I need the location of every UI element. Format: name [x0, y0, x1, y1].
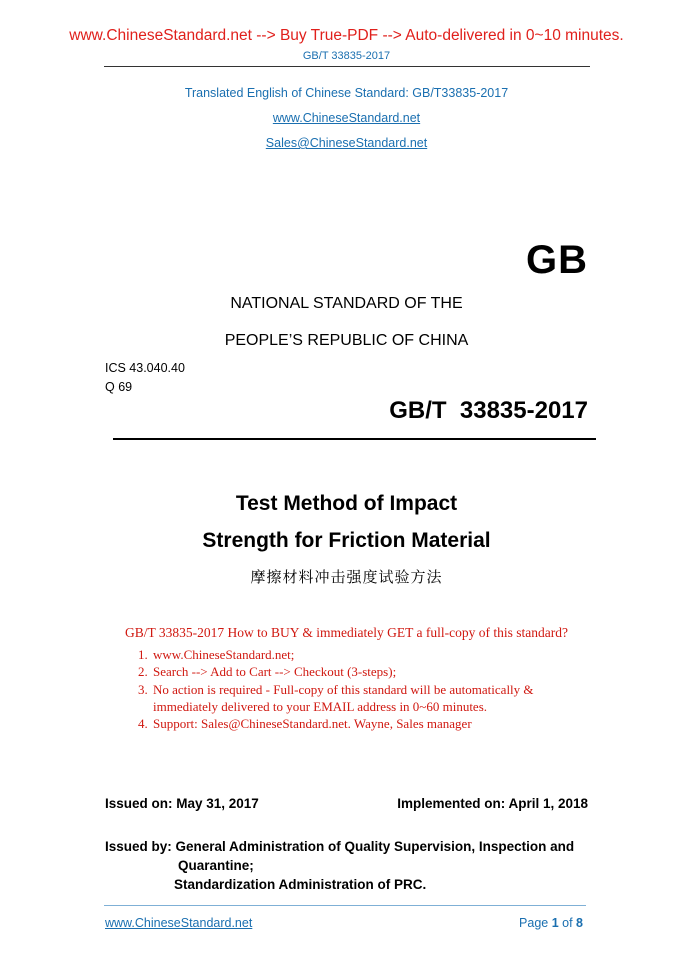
website-link[interactable]: www.ChineseStandard.net	[272, 111, 421, 125]
issued-on-date: Issued on: May 31, 2017	[105, 796, 259, 811]
document-title-chinese: 摩擦材料冲击强度试验方法	[250, 568, 443, 586]
list-item	[138, 715, 573, 732]
list-item-number: 1.	[138, 647, 148, 662]
list-item-number: 3.	[138, 681, 148, 697]
issuer-line-1: Issued by: General Administration of Quality Supervision, Inspection and	[105, 839, 575, 854]
translated-note: Translated English of Chinese Standard: GB/T33835-2017	[184, 86, 509, 100]
footer-website-link[interactable]: www.ChineseStandard.net	[105, 916, 253, 930]
page-current: 1	[551, 916, 559, 930]
list-item	[138, 663, 573, 680]
national-standard-line-1: NATIONAL STANDARD OF THE	[230, 295, 463, 312]
list-item-number: 4.	[138, 716, 148, 732]
classification-code: Q 69	[105, 380, 133, 394]
page-of: of	[558, 916, 577, 930]
list-item-number: 2.	[138, 664, 148, 680]
header-standard-code: GB/T 33835-2017	[302, 50, 391, 62]
list-item-text: No action is required - Full-copy of this standard will be automatically & immediately delivered to your EMAIL address in 0~60 minutes.	[153, 681, 534, 714]
implemented-on-date: Implemented on: April 1, 2018	[397, 796, 588, 811]
issuer-line-2: Quarantine;	[178, 858, 254, 873]
buy-instructions-list	[138, 646, 573, 732]
sales-email-link[interactable]: Sales@ChineseStandard.net	[265, 136, 428, 150]
list-item-text: Support: Sales@ChineseStandard.net. Wayne, Sales manager	[153, 716, 472, 732]
standard-number-divider	[113, 438, 596, 440]
national-standard-line-2: PEOPLE’S REPUBLIC OF CHINA	[224, 332, 469, 349]
footer-divider	[104, 905, 586, 906]
issuing-authority	[105, 837, 605, 894]
page-total: 8	[576, 916, 583, 930]
standard-number: GB/T 33835-2017	[389, 397, 588, 424]
document-title-line-2: Strength for Friction Material	[202, 529, 491, 552]
list-item	[138, 646, 573, 663]
page-number	[519, 916, 583, 930]
list-item	[138, 681, 573, 716]
page-prefix: Page	[519, 916, 552, 930]
document-title-line-1: Test Method of Impact	[235, 492, 458, 515]
buy-instructions-heading: GB/T 33835-2017 How to BUY & immediately GET a full-copy of this standard?	[125, 625, 568, 640]
list-item-text[interactable]: www.ChineseStandard.net;	[153, 647, 295, 662]
top-promo-banner[interactable]: www.ChineseStandard.net --> Buy True-PDF --> Auto-delivered in 0~10 minutes.	[69, 27, 624, 44]
ics-code: ICS 43.040.40	[105, 361, 185, 375]
header-divider	[104, 66, 590, 67]
issuer-line-3: Standardization Administration of PRC.	[174, 877, 427, 892]
gb-logo: GB	[526, 238, 588, 282]
list-item-text: Search --> Add to Cart --> Checkout (3-steps);	[153, 664, 397, 680]
